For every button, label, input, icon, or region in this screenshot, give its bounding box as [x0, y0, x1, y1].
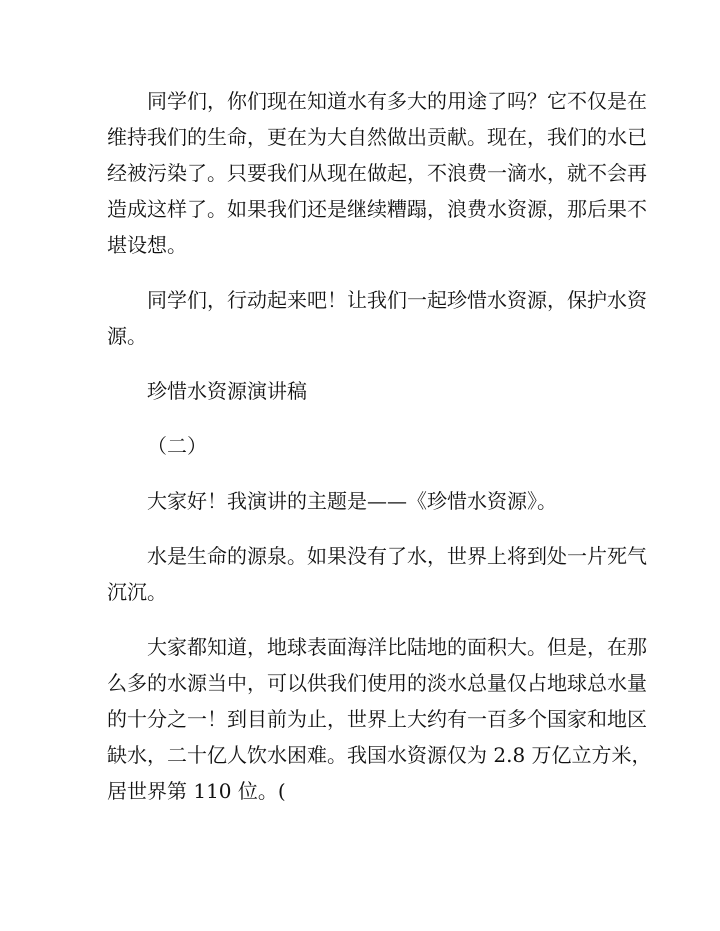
text-line: 沉沉。 — [107, 580, 167, 604]
text-line: 居世界第 110 位。( — [107, 779, 286, 803]
paragraph-call-to-action — [107, 282, 647, 354]
text-line: 大家好！我演讲的主题是——《珍惜水资源》。 — [147, 489, 557, 513]
paragraph-greeting — [107, 483, 615, 519]
text-line: 的十分之一！到目前为止，世界上大约有一百多个国家和地区 — [107, 707, 647, 731]
text-line: 同学们，行动起来吧！让我们一起珍惜水资源，保护水资 — [147, 288, 647, 312]
section-title — [107, 373, 615, 409]
section-number — [107, 428, 615, 464]
paragraph-water-facts — [107, 629, 652, 809]
text-line: 同学们，你们现在知道水有多大的用途了吗？它不仅是在 — [147, 89, 647, 113]
text-line: 源。 — [107, 324, 147, 348]
paragraph-water-uses — [107, 83, 647, 263]
text-line: 缺水，二十亿人饮水困难。我国水资源仅为 2.8 万亿立方米， — [107, 743, 652, 767]
text-line: 珍惜水资源演讲稿 — [147, 379, 307, 403]
text-line: 大家都知道，地球表面海洋比陆地的面积大。但是，在那 — [147, 635, 647, 659]
text-line: 维持我们的生命，更在为大自然做出贡献。现在，我们的水已 — [107, 125, 647, 149]
text-line: 水是生命的源泉。如果没有了水，世界上将到处一片死气 — [147, 544, 647, 568]
text-line: 么多的水源当中，可以供我们使用的淡水总量仅占地球总水量 — [107, 671, 647, 695]
text-line: 堪设想。 — [107, 233, 187, 257]
text-line: 造成这样了。如果我们还是继续糟蹋，浪费水资源，那后果不 — [107, 197, 647, 221]
document-body — [107, 83, 652, 809]
paragraph-water-source — [107, 538, 647, 610]
text-line: 经被污染了。只要我们从现在做起，不浪费一滴水，就不会再 — [107, 161, 647, 185]
text-line: （二） — [147, 434, 207, 458]
